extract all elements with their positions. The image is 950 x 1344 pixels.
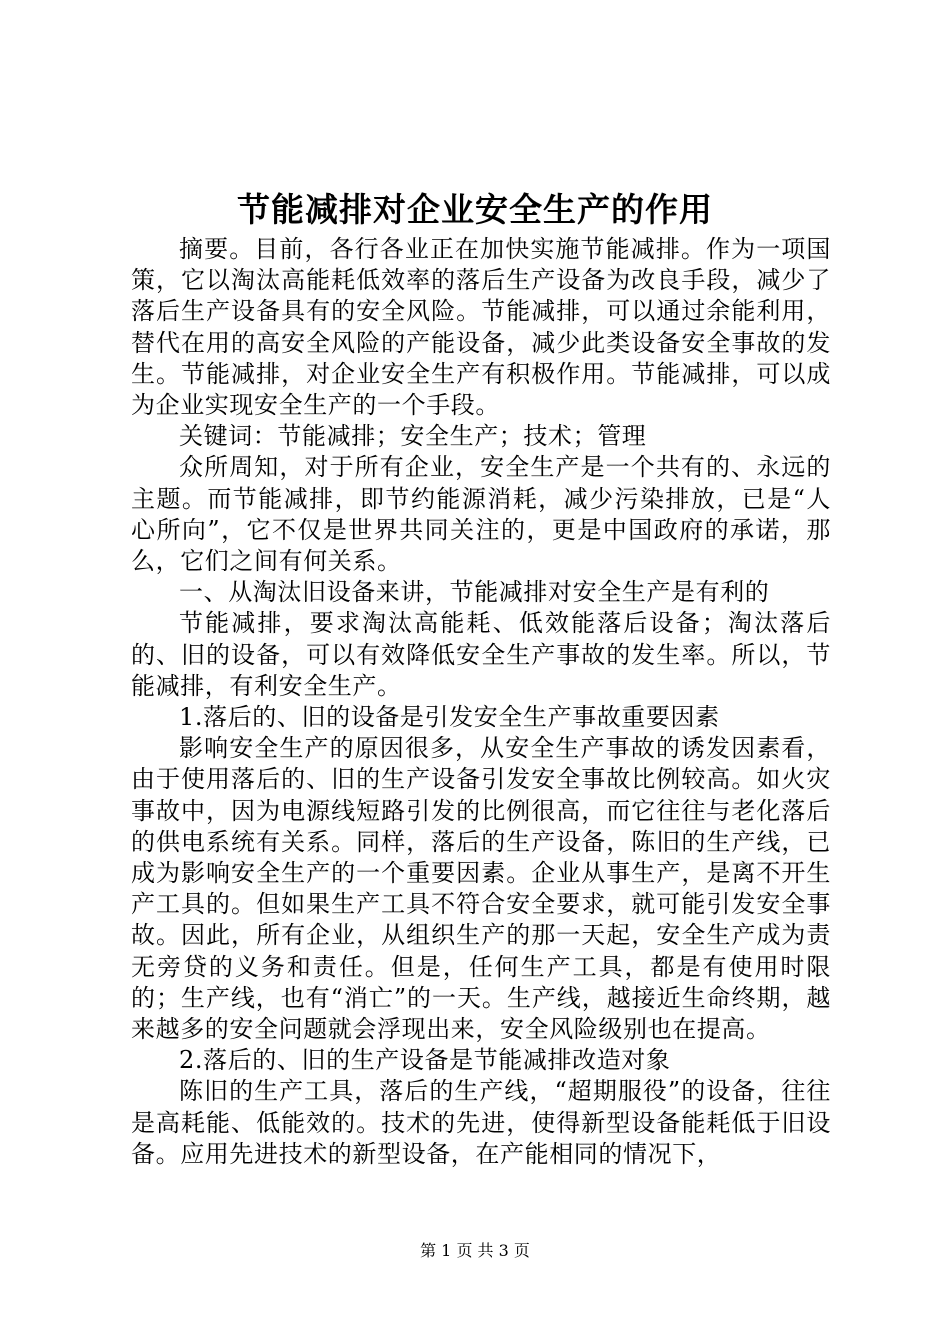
subsection-1-paragraph: 影响安全生产的原因很多，从安全生产事故的诱发因素看，由于使用落后的、旧的生产设备引发安全事故比例较高。如火灾事故中，因为电源线短路引发的比例很高，而它往往与老化落后的供电系统有关系。同样，落后的生产设备，陈旧的生产线，已成为影响安全生产的一个重要因素。企业从事生产，是离不开生产工具的。但如果生产工具不符合安全要求，就可能引发安全事故。因此，所有企业，从组织生产的那一天起，安全生产成为责无旁贷的义务和责任。但是，任何生产工具，都是有使用时限的；生产线，也有“消亡”的一天。生产线，越接近生命终期，越来越多的安全问题就会浮现出来，安全风险级别也在提高。 <box>131 734 831 1044</box>
document-body <box>131 234 831 1170</box>
page-footer: 第 1 页 共 3 页 <box>420 1241 530 1260</box>
subsection-heading-2: 2.落后的、旧的生产设备是节能减排改造对象 <box>179 1046 671 1075</box>
section-1-paragraph: 节能减排，要求淘汰高能耗、低效能落后设备；淘汰落后的、旧的设备，可以有效降低安全生产事故的发生率。所以，节能减排，有利安全生产。 <box>131 609 831 700</box>
subsection-heading-1: 1.落后的、旧的设备是引发安全生产事故重要因素 <box>179 703 720 732</box>
document-title: 节能减排对企业安全生产的作用 <box>237 190 713 229</box>
section-heading-1: 一、从淘汰旧设备来讲，节能减排对安全生产是有利的 <box>179 578 770 607</box>
intro-paragraph: 众所周知，对于所有企业，安全生产是一个共有的、永远的主题。而节能减排，即节约能源消耗，减少污染排放，已是“人心所向”，它不仅是世界共同关注的，更是中国政府的承诺，那么，它们之间有何关系。 <box>131 453 831 576</box>
subsection-2-paragraph: 陈旧的生产工具，落后的生产线，“超期服役”的设备，往往是高耗能、低能效的。技术的先进，使得新型设备能耗低于旧设备。应用先进技术的新型设备，在产能相同的情况下， <box>131 1077 831 1168</box>
keywords-paragraph: 关键词：节能减排；安全生产；技术；管理 <box>179 422 647 451</box>
abstract-paragraph: 摘要。目前，各行各业正在加快实施节能减排。作为一项国策，它以淘汰高能耗低效率的落后生产设备为改良手段，减少了落后生产设备具有的安全风险。节能减排，可以通过余能利用，替代在用的高安全风险的产能设备，减少此类设备安全事故的发生。节能减排，对企业安全生产有积极作用。节能减排，可以成为企业实现安全生产的一个手段。 <box>131 235 831 420</box>
